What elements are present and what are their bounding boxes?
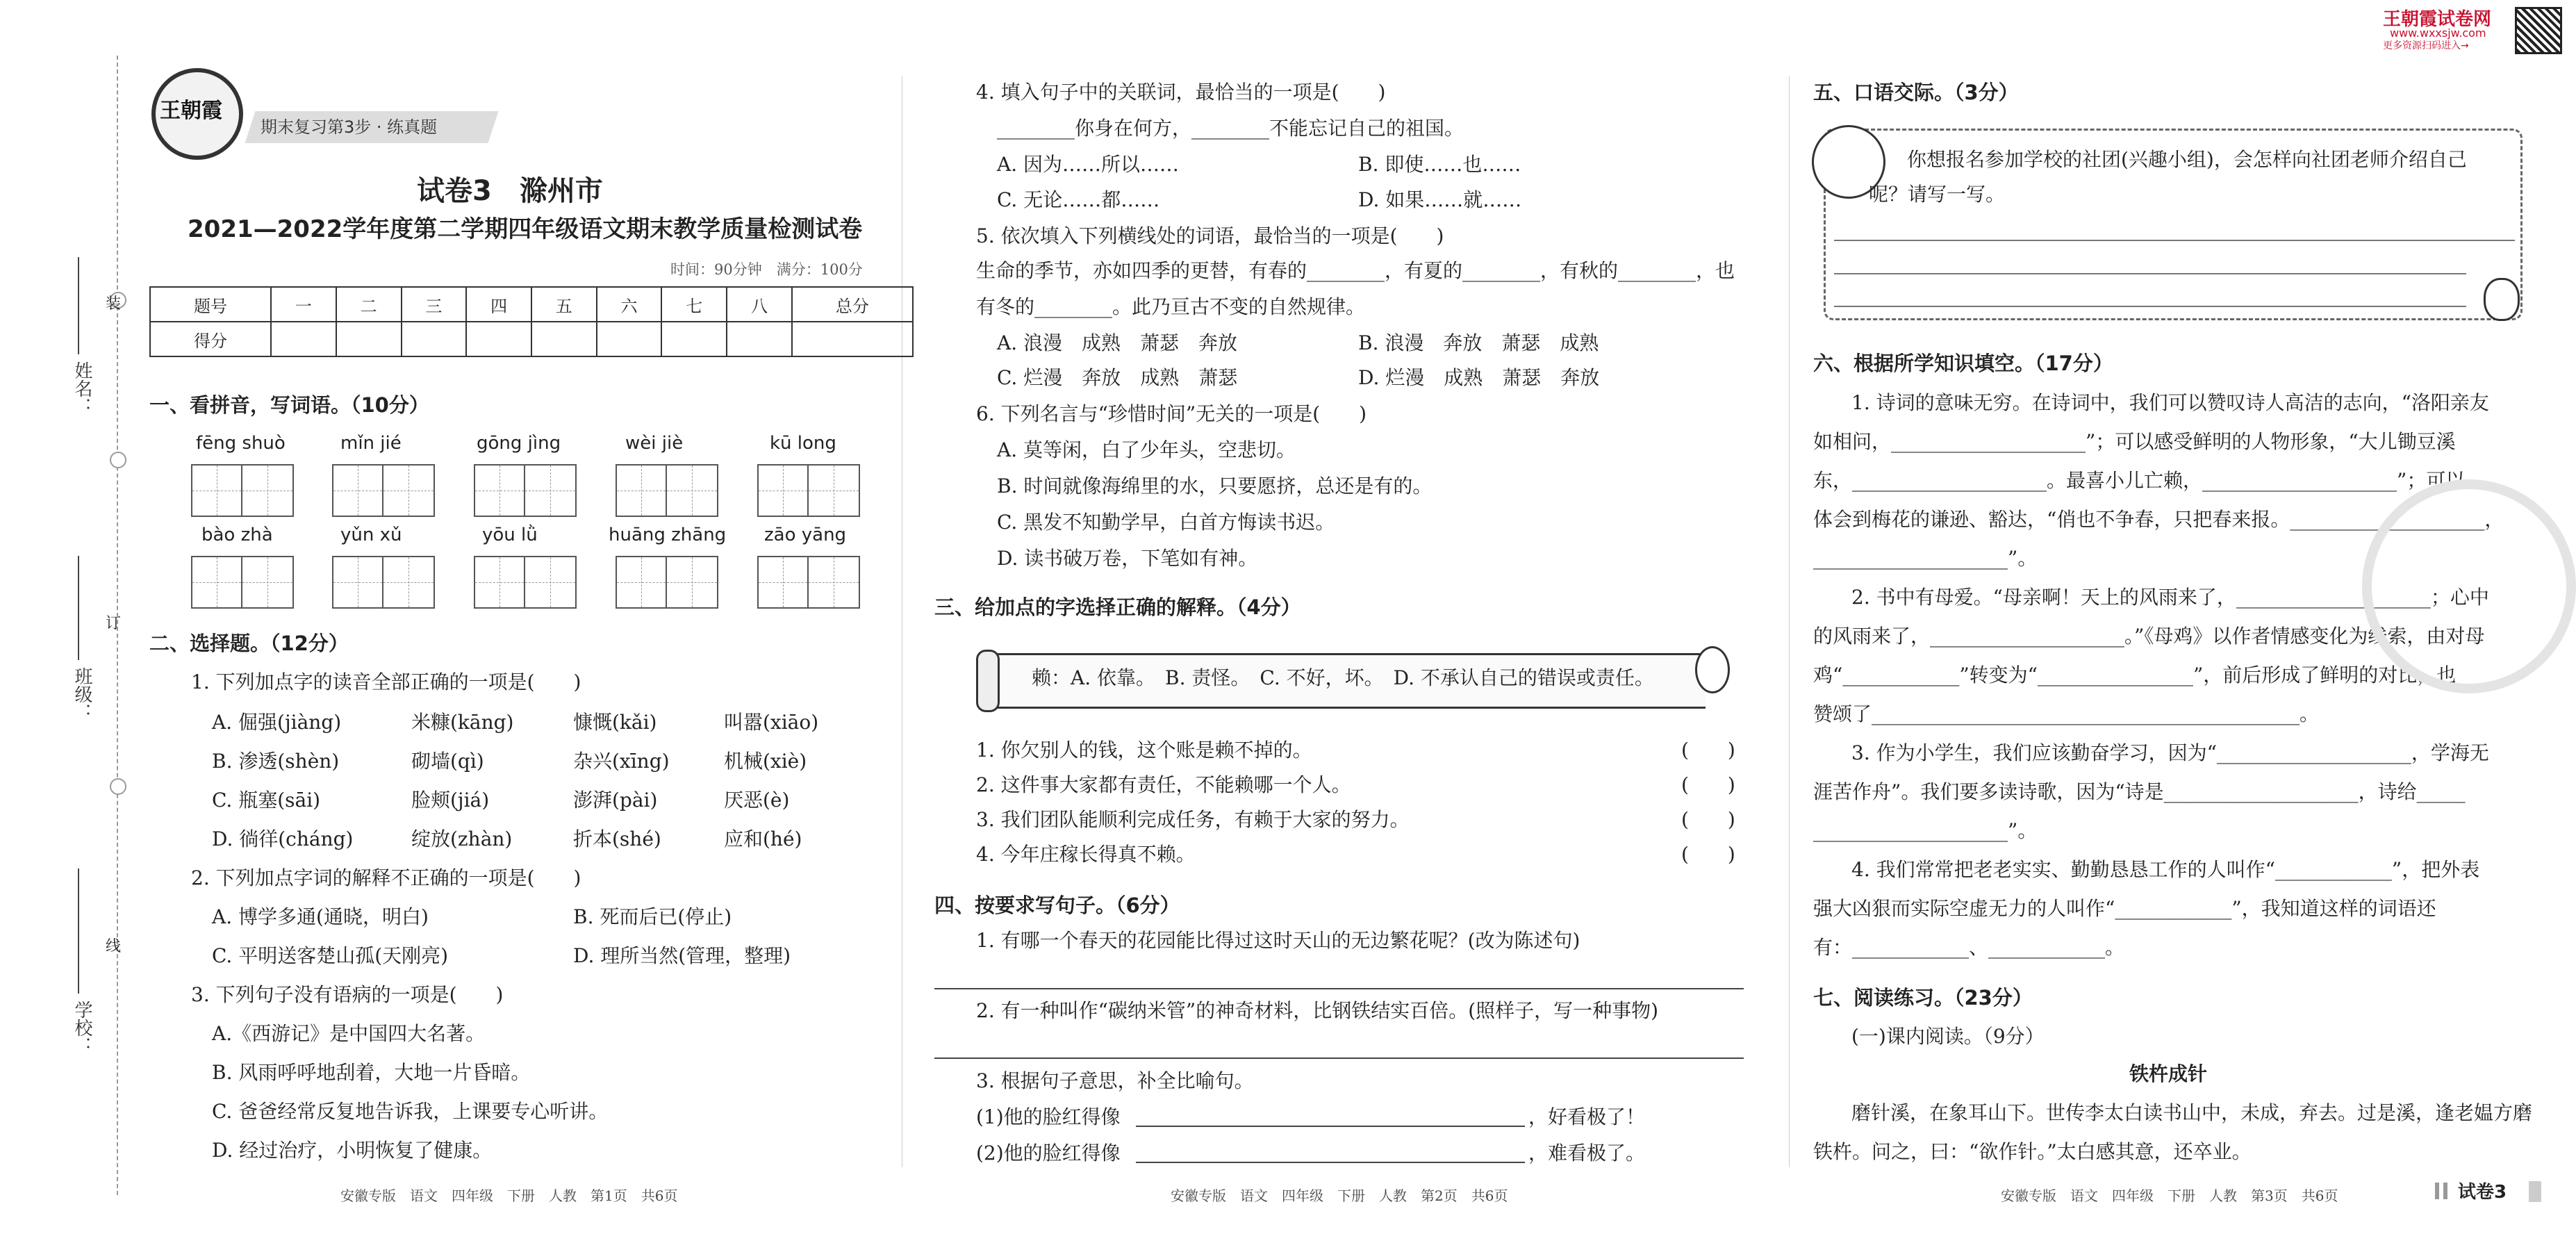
- answer-line[interactable]: [1834, 240, 2515, 241]
- score-header: 七: [661, 287, 727, 322]
- fill-line[interactable]: 的风雨来了，____________________。”《母鸡》以作者情感变化为线索，由对母: [1813, 625, 2485, 648]
- score-cell[interactable]: [727, 322, 792, 356]
- answer-line[interactable]: [934, 1057, 1744, 1059]
- section7-title: 七、阅读练习。（23分）: [1813, 986, 2033, 1010]
- score-header: 八: [727, 287, 792, 322]
- question-text: 有冬的________。此乃亘古不变的自然规律。: [976, 295, 1366, 318]
- option[interactable]: B. 即使……也……: [1358, 153, 1521, 176]
- site-note: 更多资源扫码进入→: [2383, 40, 2469, 51]
- section2-title: 二、选择题。（12分）: [149, 632, 349, 655]
- fill-line[interactable]: 2. 书中有母爱。“母亲啊！天上的风雨来了，____________________；心中: [1851, 586, 2489, 609]
- banner-text: 期末复习第3步 · 练真题: [261, 117, 438, 137]
- option: 应和(hé): [724, 828, 802, 850]
- name-label: 姓名：: [72, 361, 92, 415]
- section6-title: 六、根据所学知识填空。（17分）: [1813, 352, 2113, 375]
- score-cell[interactable]: [597, 322, 662, 356]
- option[interactable]: A. 浪漫 成熟 萧瑟 奔放: [997, 331, 1238, 354]
- speech-prompt: 呢？请写一写。: [1869, 183, 2006, 206]
- fill-line[interactable]: 3. 作为小学生，我们应该勤奋学习，因为“____________________，学海无: [1851, 741, 2489, 764]
- writing-grid[interactable]: [332, 464, 435, 517]
- section5-title: 五、口语交际。（3分）: [1813, 81, 2019, 104]
- score-cell[interactable]: [661, 322, 727, 356]
- score-cell[interactable]: [271, 322, 336, 356]
- question-text: (2)他的脸红得像: [976, 1142, 1121, 1164]
- answer-line[interactable]: [1136, 1162, 1525, 1163]
- class-field[interactable]: [78, 556, 79, 660]
- fill-line[interactable]: 涯苦作舟”。我们要多读诗歌，因为“诗是____________________，诗给_____: [1813, 780, 2466, 803]
- fill-line[interactable]: 有：____________、____________。: [1813, 936, 2125, 959]
- writing-grid[interactable]: [616, 556, 718, 609]
- fill-line[interactable]: 1. 诗词的意味无穷。在诗词中，我们可以赞叹诗人高洁的志向，“洛阳亲友: [1851, 391, 2489, 414]
- question-text: 6. 下列名言与“珍惜时间”无关的一项是( ): [976, 402, 1367, 425]
- fill-line[interactable]: 4. 我们常常把老老实实、勤勤恳恳工作的人叫作“____________”，把外表: [1851, 858, 2480, 881]
- reading-title: 铁杵成针: [2129, 1062, 2208, 1085]
- exam-title: 试卷3 滁州市: [417, 175, 603, 207]
- question-text: 3. 下列句子没有语病的一项是( ): [191, 983, 504, 1006]
- edge-tab: [2529, 1181, 2541, 1202]
- question-text: ，好看极了！: [1528, 1105, 1646, 1128]
- option[interactable]: B. 浪漫 奔放 萧瑟 成熟: [1358, 331, 1599, 354]
- subsection-title: (一)课内阅读。（9分）: [1851, 1025, 2045, 1048]
- scroll-end: [976, 650, 1000, 712]
- fill-line[interactable]: 赞颂了____________________________________________。: [1813, 702, 2320, 725]
- page-footer: 安徽专版 语文 四年级 下册 人教 第3页 共6页: [2001, 1187, 2338, 1204]
- question-text: ，难看极了。: [1528, 1142, 1646, 1164]
- school-field[interactable]: [78, 869, 79, 994]
- option[interactable]: C. 烂漫 奔放 成熟 萧瑟: [997, 366, 1238, 389]
- answer-line[interactable]: [934, 988, 1744, 989]
- answer-line[interactable]: [1136, 1126, 1525, 1127]
- score-header: 一: [271, 287, 336, 322]
- option: 厌恶(è): [724, 789, 790, 812]
- sentence: 2. 这件事大家都有责任，不能赖哪一个人。: [976, 773, 1351, 796]
- score-cell[interactable]: [336, 322, 402, 356]
- pinyin: kū long: [770, 433, 836, 454]
- pinyin: zāo yāng: [764, 525, 847, 545]
- option[interactable]: B. 死而后已(停止): [573, 905, 732, 928]
- question-text: 2. 有一种叫作“碳纳米管”的神奇材料，比钢铁结实百倍。(照样子，写一种事物): [976, 999, 1659, 1022]
- pinyin: fēng shuò: [196, 433, 286, 454]
- answer-paren[interactable]: ( ): [1681, 773, 1735, 796]
- answer-paren[interactable]: ( ): [1681, 843, 1735, 866]
- option[interactable]: A. 博学多通(通晓，明白): [212, 905, 429, 928]
- question-text: 4. 填入句子中的关联词，最恰当的一项是( ): [976, 81, 1386, 104]
- name-field[interactable]: [78, 257, 79, 354]
- answer-line[interactable]: [1834, 273, 2466, 274]
- site-name[interactable]: 王朝霞试卷网: [2383, 9, 2492, 30]
- question-text: 2. 下列加点字词的解释不正确的一项是( ): [191, 866, 581, 889]
- fill-line[interactable]: 东，____________________。最喜小儿亡赖，____________________”；可以: [1813, 469, 2466, 492]
- pinyin: wèi jiè: [625, 433, 684, 454]
- answer-paren[interactable]: ( ): [1681, 739, 1735, 762]
- option[interactable]: B. 渗透(shèn): [212, 750, 340, 773]
- question-text: (1)他的脸红得像: [976, 1105, 1121, 1128]
- binding-mark: 装: [106, 295, 122, 313]
- site-url[interactable]: www.wxxsjw.com: [2390, 26, 2486, 40]
- fill-line[interactable]: 体会到梅花的谦逊、豁达，“俏也不争春，只把春来报。____________________，: [1813, 508, 2504, 531]
- sentence: 3. 我们团队能顺利完成任务，有赖于大家的努力。: [976, 808, 1410, 831]
- writing-grid[interactable]: [191, 556, 294, 609]
- score-header: 五: [531, 287, 597, 322]
- score-header: 三: [402, 287, 467, 322]
- score-header: 六: [597, 287, 662, 322]
- score-row-label: 得分: [150, 322, 271, 356]
- option[interactable]: D. 读书破万卷，下笔如有神。: [997, 547, 1258, 570]
- option: 慷慨(kǎi): [573, 711, 657, 734]
- writing-grid[interactable]: [757, 556, 860, 609]
- option[interactable]: C. 黑发不知勤学早，白首方悔读书迟。: [997, 511, 1335, 534]
- school-label: 学校：: [72, 1001, 92, 1055]
- option[interactable]: D. 烂漫 成熟 萧瑟 奔放: [1358, 366, 1600, 389]
- question-text: 生命的季节，亦如四季的更替，有春的________，有夏的________，有秋的________，也: [976, 259, 1735, 282]
- pinyin: gōng jìng: [477, 433, 561, 454]
- question-text: ________你身在何方，________不能忘记自己的祖国。: [997, 117, 1464, 140]
- page-footer: 安徽专版 语文 四年级 下册 人教 第1页 共6页: [340, 1187, 678, 1204]
- pinyin: yǔn xǔ: [340, 525, 402, 545]
- option: 杂兴(xīng): [573, 750, 670, 773]
- score-header: 总分: [792, 287, 913, 322]
- option[interactable]: A.《西游记》是中国四大名著。: [212, 1022, 486, 1045]
- binding-hole: [110, 778, 126, 795]
- option[interactable]: C. 瓶塞(sāi): [212, 789, 321, 812]
- binding-mark: 订: [106, 615, 122, 632]
- section4-title: 四、按要求写句子。（6分）: [934, 894, 1180, 917]
- fill-line[interactable]: ____________________”。: [1813, 819, 2038, 842]
- score-cell[interactable]: [402, 322, 467, 356]
- option[interactable]: C. 爸爸经常反复地告诉我，上课要专心听讲。: [212, 1100, 609, 1123]
- option[interactable]: C. 无论……都……: [997, 188, 1160, 211]
- option[interactable]: A. 因为……所以……: [997, 153, 1180, 176]
- writing-grid[interactable]: [757, 464, 860, 517]
- score-cell[interactable]: [466, 322, 531, 356]
- option: 澎湃(pài): [573, 789, 658, 812]
- student-avatar-icon: [2484, 278, 2520, 321]
- exam-subtitle: 2021—2022学年度第二学期四年级语文期末教学质量检测试卷: [188, 215, 863, 243]
- qr-code-icon[interactable]: [2515, 7, 2562, 54]
- watermark-stamp: [2362, 479, 2576, 693]
- binding-hole: [110, 452, 126, 468]
- speech-prompt: 你想报名参加学校的社团(兴趣小组)，会怎样向社团老师介绍自己: [1907, 148, 2467, 171]
- pinyin: yōu lǜ: [482, 525, 538, 545]
- option[interactable]: A. 莫等闲，白了少年头，空悲切。: [997, 438, 1296, 461]
- section1-title: 一、看拼音，写词语。（10分）: [149, 393, 429, 417]
- class-label: 班级：: [72, 667, 92, 721]
- writing-grid[interactable]: [474, 556, 577, 609]
- pinyin: mǐn jié: [340, 433, 402, 454]
- option[interactable]: B. 风雨呼呼地刮着，大地一片昏暗。: [212, 1061, 531, 1084]
- sentence: 4. 今年庄稼长得真不赖。: [976, 843, 1196, 866]
- exam-tag: 试卷3: [2458, 1182, 2507, 1203]
- option: 砌墙(qì): [411, 750, 484, 773]
- question-text: 5. 依次填入下列横线处的词语，最恰当的一项是( ): [976, 224, 1444, 247]
- writing-grid[interactable]: [474, 464, 577, 517]
- option[interactable]: D. 经过治疗，小明恢复了健康。: [212, 1139, 493, 1162]
- brand-logo: 王朝霞: [151, 68, 243, 160]
- score-cell[interactable]: [792, 322, 913, 356]
- score-header: 题号: [150, 287, 271, 322]
- fill-line[interactable]: ____________________”。: [1813, 547, 2038, 570]
- option[interactable]: D. 徜徉(cháng): [212, 828, 354, 850]
- corner-pattern-icon: [2435, 1183, 2452, 1199]
- option[interactable]: A. 倔强(jiàng): [212, 711, 342, 734]
- option[interactable]: C. 平明送客楚山孤(天刚亮): [212, 944, 449, 967]
- option: 叫嚣(xiāo): [724, 711, 819, 734]
- option[interactable]: D. 理所当然(管理，整理): [573, 944, 791, 967]
- page-divider: [1789, 76, 1790, 1167]
- question-text: 1. 有哪一个春天的花园能比得过这时天山的无边繁花呢？(改为陈述句): [976, 929, 1580, 952]
- score-table: [149, 286, 914, 357]
- time-info: 时间：90分钟 满分：100分: [670, 261, 863, 278]
- mascot-icon: [1695, 646, 1730, 693]
- option: 折本(shé): [573, 828, 661, 850]
- reading-text: 铁杵。问之，曰：“欲作针。”太白感其意，还卒业。: [1813, 1140, 2252, 1163]
- reading-text: 磨针溪，在象耳山下。世传李太白读书山中，未成，弃去。过是溪，逢老媪方磨: [1851, 1101, 2533, 1124]
- pinyin: bào zhà: [201, 525, 273, 545]
- writing-grid[interactable]: [191, 464, 294, 517]
- option: 机械(xiè): [724, 750, 807, 773]
- pinyin: huāng zhāng: [609, 525, 727, 545]
- section3-title: 三、给加点的字选择正确的解释。（4分）: [934, 595, 1301, 619]
- option[interactable]: D. 如果……就……: [1358, 188, 1522, 211]
- score-cell[interactable]: [531, 322, 597, 356]
- answer-line[interactable]: [1834, 306, 2466, 307]
- question-text: 1. 下列加点字的读音全部正确的一项是( ): [191, 670, 581, 693]
- option: 米糠(kāng): [411, 711, 514, 734]
- fill-line[interactable]: 如相问，____________________”；可以感受鲜明的人物形象，“大儿锄豆溪: [1813, 430, 2456, 453]
- score-header: 二: [336, 287, 402, 322]
- score-header: 四: [466, 287, 531, 322]
- writing-grid[interactable]: [332, 556, 435, 609]
- fill-line[interactable]: 鸡“____________”转变为“________________”，前后形成了鲜明的对比，也: [1813, 664, 2457, 686]
- option: 脸颊(jiá): [411, 789, 490, 812]
- fill-line[interactable]: 强大凶狠而实际空虚无力的人叫作“____________”，我知道这样的词语还: [1813, 897, 2436, 920]
- question-text: 3. 根据句子意思，补全比喻句。: [976, 1069, 1254, 1092]
- option: 绽放(zhàn): [411, 828, 513, 850]
- scroll-definition: 赖：A. 依靠。 B. 责怪。 C. 不好，坏。 D. 不承认自己的错误或责任。: [1032, 666, 1654, 689]
- sentence: 1. 你欠别人的钱，这个账是赖不掉的。: [976, 739, 1312, 762]
- page-footer: 安徽专版 语文 四年级 下册 人教 第2页 共6页: [1171, 1187, 1508, 1204]
- answer-paren[interactable]: ( ): [1681, 808, 1735, 831]
- option[interactable]: B. 时间就像海绵里的水，只要愿挤，总还是有的。: [997, 475, 1433, 497]
- writing-grid[interactable]: [616, 464, 718, 517]
- binding-mark: 线: [106, 938, 122, 955]
